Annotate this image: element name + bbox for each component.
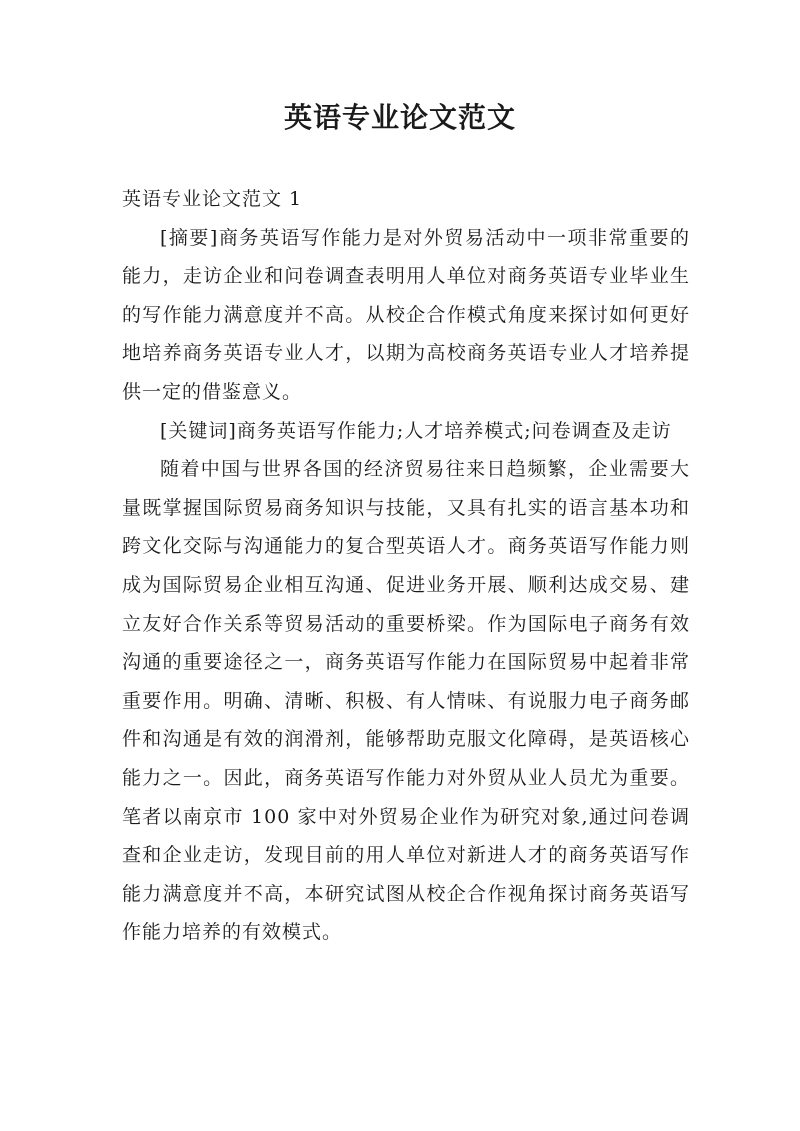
keywords-paragraph: [关键词]商务英语写作能力;人才培养模式;问卷调查及走访 (160, 419, 672, 442)
abstract-paragraph: [摘要]商务英语写作能力是对外贸易活动中一项非常重要的能力，走访企业和问卷调查表明用人单位对商务英语专业毕业生的写作能力满意度并不高。从校企合作模式角度来探讨如何更好地培养商务英语专业人才，以期为高校商务英语专业人才培养提供一定的借鉴意义。 (122, 226, 690, 403)
section-heading: 英语专业论文范文 1 (122, 188, 303, 210)
body-paragraph: 随着中国与世界各国的经济贸易往来日趋频繁，企业需要大量既掌握国际贸易商务知识与技能，又具有扎实的语言基本功和跨文化交际与沟通能力的复合型英语人才。商务英语写作能力则成为国际贸易企业相互沟通、促进业务开展、顺利达成交易、建立友好合作关系等贸易活动的重要桥梁。作为国际电子商务有效沟通的重要途径之一，商务英语写作能力在国际贸易中起着非常重要作用。明确、清晰、积极、有人情味、有说服力电子商务邮件和沟通是有效的润滑剂，能够帮助克服文化障碍，是英语核心能力之一。因此，商务英语写作能力对外贸从业人员尤为重要。笔者以南京市 100 家中对外贸易企业作为研究对象,通过问卷调查和企业走访，发现目前的用人单位对新进人才的商务英语写作能力满意度并不高，本研究试图从校企合作视角探讨商务英语写作能力培养的有效模式。 (122, 458, 690, 944)
document-body (122, 180, 690, 952)
document-title: 英语专业论文范文 (283, 101, 516, 134)
